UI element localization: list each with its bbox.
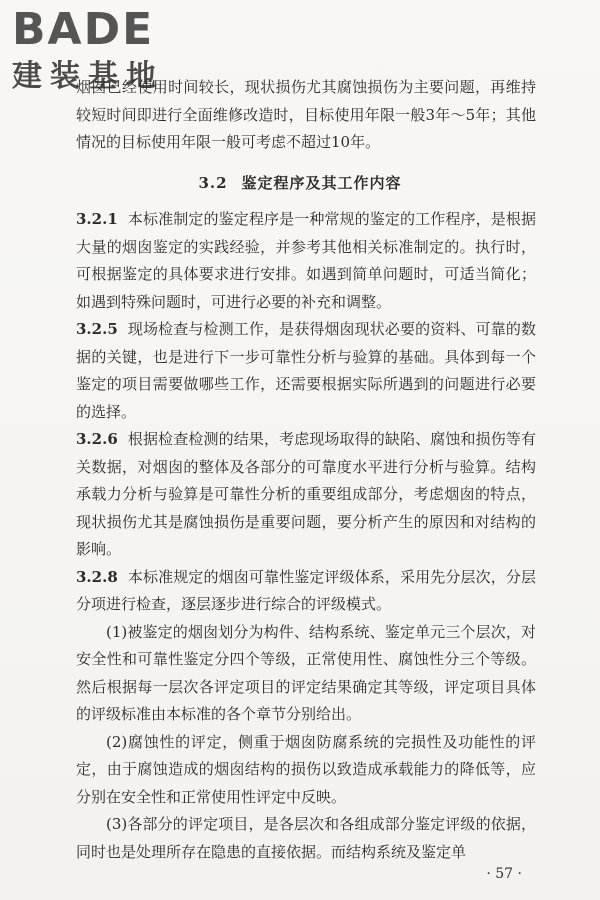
body-text	[76, 206, 536, 866]
clause-text: 根据检查检测的结果，考虑现场取得的缺陷、腐蚀和损伤等有关数据，对烟囱的整体及各部分的可靠度水平进行分析与验算。结构承载力分析与验算是可靠性分析的重要组成部分，考虑烟囱的特点，现状损伤尤其是腐蚀损伤是重要问题，要分析产生的原因和对结构的影响。	[76, 430, 536, 558]
clause-3-2-8	[76, 564, 536, 619]
section-heading	[0, 172, 600, 193]
logo-word: BADE	[12, 4, 155, 55]
clause-3-2-5	[76, 316, 536, 426]
clause-3-2-6	[76, 426, 536, 564]
logo-subtitle: 建装基地	[12, 59, 164, 94]
section-number: 3.2	[198, 174, 228, 192]
clause-number: 3.2.5	[76, 320, 118, 338]
page-number: · 57 ·	[486, 866, 522, 882]
clause-number: 3.2.6	[76, 430, 118, 448]
clause-3-2-1	[76, 206, 536, 316]
sub-paragraph-2: (2)腐蚀性的评定，侧重于烟囱防腐系统的完损性及功能性的评定，由于腐蚀造成的烟囱结构的损伤以致造成承载能力的降低等，应分别在安全性和正常使用性评定中反映。	[76, 732, 536, 806]
top-paragraph: 烟囱已经使用时间较长，现状损伤尤其腐蚀损伤为主要问题，再维持较短时间即进行全面维修改造时，目标使用年限一般3年～5年；其他情况的目标使用年限一般可考虑不超过10年。	[76, 78, 536, 151]
clause-text: 本标准规定的烟囱可靠性鉴定评级体系，采用先分层次，分层分项进行检查，逐层逐步进行综合的评级模式。	[76, 567, 536, 613]
clause-text: 本标准制定的鉴定程序是一种常规的鉴定的工作程序，是根据大量的烟囱鉴定的实践经验，并参考其他相关标准制定的。执行时，可根据鉴定的具体要求进行安排。如遇到简单问题时，可适当简化；如遇到特殊问题时，可进行必要的补充和调整。	[76, 210, 536, 311]
sub-paragraph-1: (1)被鉴定的烟囱划分为构件、结构系统、鉴定单元三个层次，对安全性和可靠性鉴定分四个等级，正常使用性、腐蚀性分三个等级。然后根据每一层次各评定项目的评定结果确定其等级，评定项目具体的评级标准由本标准的各个章节分别给出。	[76, 622, 536, 723]
top-paragraph-block	[76, 74, 536, 157]
section-title: 鉴定程序及其工作内容	[241, 174, 402, 192]
clause-number: 3.2.1	[76, 210, 118, 228]
sub-paragraph-3: (3)各部分的评定项目，是各层次和各组成部分鉴定评级的依据，同时也是处理所存在隐患的直接依据。而结构系统及鉴定单	[76, 815, 536, 861]
clause-number: 3.2.8	[76, 567, 118, 586]
clause-text: 现场检查与检测工作，是获得烟囱现状必要的资料、可靠的数据的关键，也是进行下一步可靠性分析与验算的基础。具体到每一个鉴定的项目需要做哪些工作，还需要根据实际所遇到的问题进行必要的选择。	[76, 320, 536, 421]
